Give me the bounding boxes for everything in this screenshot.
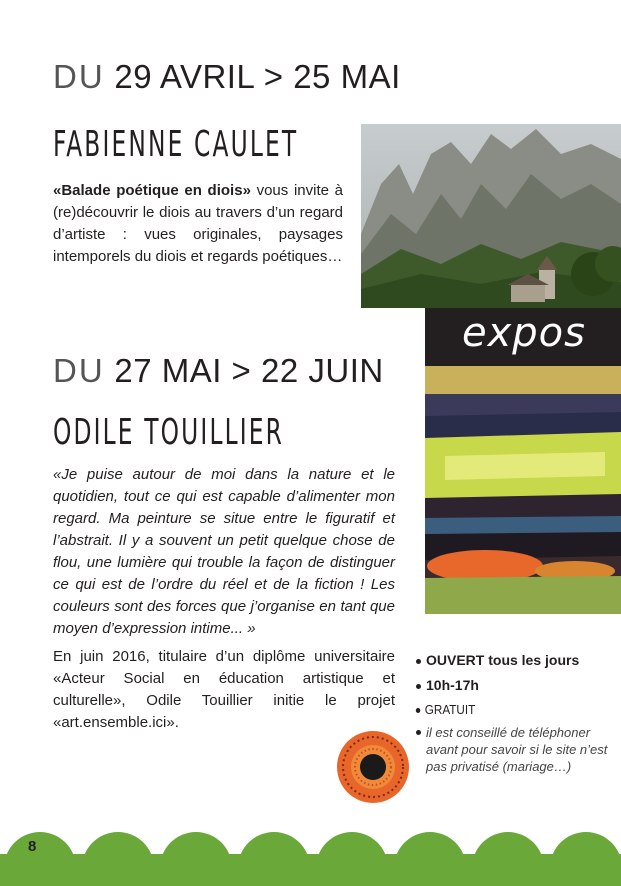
page-number: 8 xyxy=(28,838,37,855)
info-list xyxy=(414,652,614,775)
artist-name-1: FABIENNE CAULET xyxy=(53,124,299,165)
info-note: il est conseillé de téléphoner avant pour savoir si le site n’est pas privatisé (mariage…) xyxy=(414,724,614,775)
opening-hours: 10h-17h xyxy=(414,677,614,693)
eye-logo-icon xyxy=(336,730,410,804)
artist-bio: En juin 2016, titulaire d’un diplôme universitaire «Acteur Social en éducation artistique et culturelle», Odile Touillier initie le projet «art.ensemble.ici». xyxy=(53,648,395,731)
band-label: expos xyxy=(462,310,586,356)
opening-days: OUVERT tous les jours xyxy=(414,652,614,668)
exhibition-title: «Balade poétique en diois» xyxy=(53,182,251,199)
intro-paragraph-1 xyxy=(53,180,343,268)
artist-quote: «Je puise autour de moi dans la nature et le quotidien, tout ce qui est capable d’alimenter mon regard. Ma peinture se situe entre le figuratif et l’abstrait. Il y a souvent un petit quelque chose de flou, une lumière qui trouble la façon de distinguer ce qui est de l’ordre du réel et de la fiction ! Les couleurs sont des forces que j’organise en tant que moyen d’expression intime... » xyxy=(53,466,395,637)
date-range-text: 29 AVRIL > 25 MAI xyxy=(114,58,401,95)
footer-scallops xyxy=(0,826,621,886)
painting-image xyxy=(425,366,621,614)
mountain-photo xyxy=(361,124,621,308)
date-range-1 xyxy=(53,58,401,96)
price: GRATUIT xyxy=(414,702,594,717)
date-prefix: DU xyxy=(53,352,105,389)
intro-text: vous invite à (re)découvrir le diois au travers d’un regard d’artiste : vues originales, paysages intemporels du diois et regards poétiques… xyxy=(53,182,343,265)
date-range-2 xyxy=(53,352,384,390)
date-prefix: DU xyxy=(53,58,105,95)
artist-name-2: ODILE TOUILLIER xyxy=(53,412,285,453)
date-range-text: 27 MAI > 22 JUIN xyxy=(114,352,384,389)
